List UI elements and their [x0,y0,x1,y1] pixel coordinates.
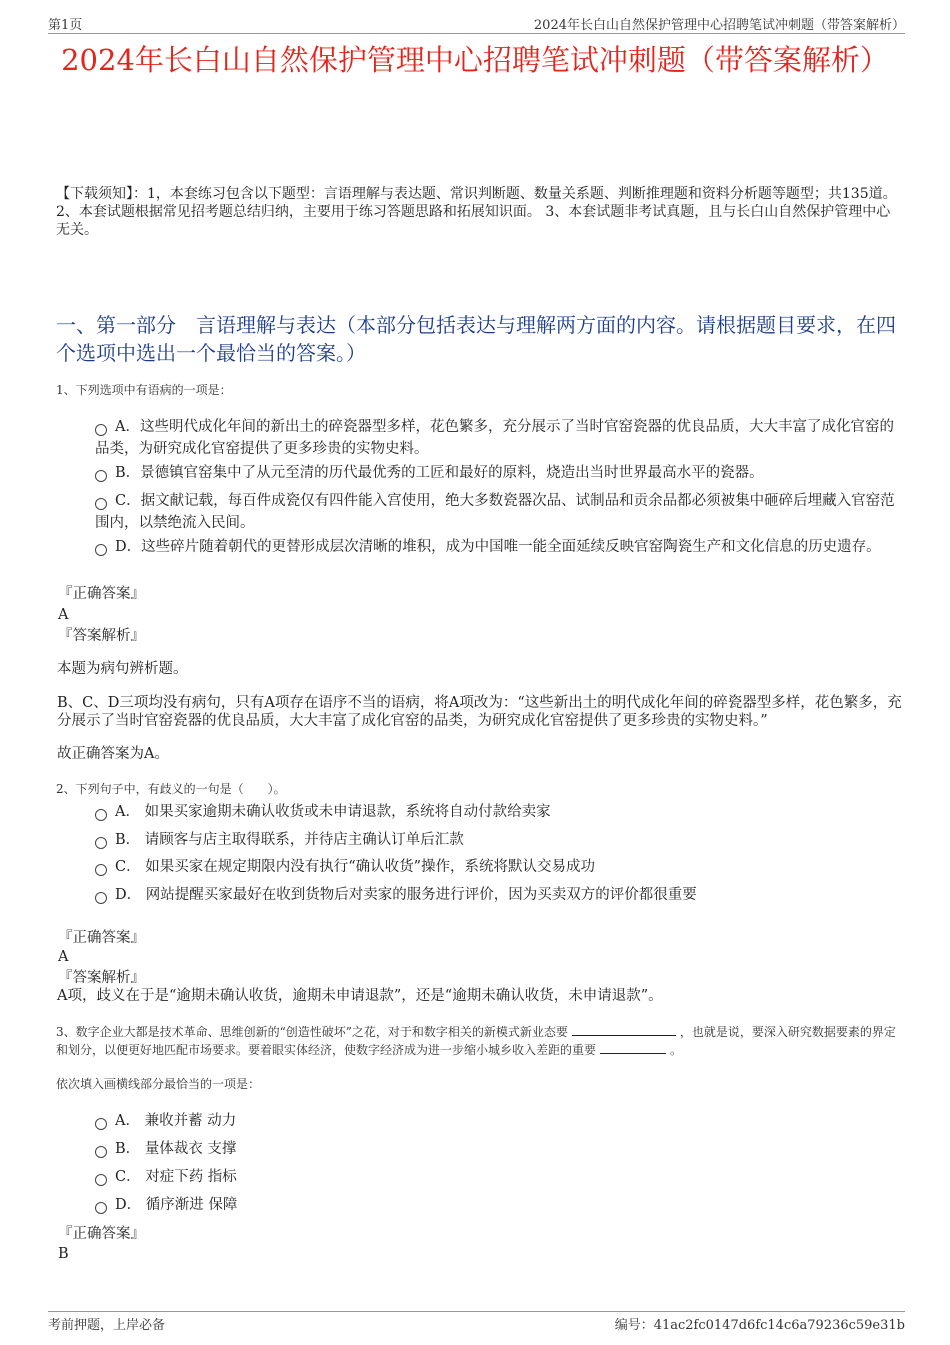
footer-doc-id: 编号：41ac2fc0147d6fc14c6a79236c59e31b [614,1318,905,1333]
question-3-option-c[interactable]: C． 对症下药 指标 [95,1166,900,1188]
fill-blank-1[interactable] [572,1023,676,1036]
header-divider [48,33,905,34]
footer-divider [48,1311,905,1312]
page-title: 2024年长白山自然保护管理中心招聘笔试冲刺题（带答案解析） [61,43,889,77]
fill-blank-2[interactable] [600,1041,666,1054]
question-3-instruction: 依次填入画横线部分最恰当的一项是： [56,1077,261,1091]
question-2-option-a[interactable]: A． 如果买家逾期未确认收货或未申请退款，系统将自动付款给卖家 [95,801,900,823]
page-header [48,14,905,34]
question-2-option-b[interactable]: B． 请顾客与店主取得联系，并待店主确认订单后汇款 [95,829,900,851]
question-2-option-c[interactable]: C． 如果买家在规定期限内没有执行“确认收货”操作，系统将默认交易成功 [95,856,900,878]
radio-icon[interactable] [95,809,107,821]
question-1-analysis-1: 本题为病句辨析题。 [57,661,188,677]
question-2-stem: 2、下列句子中，有歧义的一句是（ ）。 [56,782,286,796]
page-footer [48,1314,905,1334]
question-3-option-b[interactable]: B． 量体裁衣 支撑 [95,1138,900,1160]
question-2-option-d[interactable]: D． 网站提醒买家最好在收到货物后对卖家的服务进行评价，因为买卖双方的评价都很重要 [95,884,900,906]
question-1-option-b[interactable]: B．景德镇官窑集中了从元至清的历代最优秀的工匠和最好的原料，烧造出当时世界最高水平的瓷器。 [95,462,900,484]
radio-icon[interactable] [95,470,107,482]
radio-icon[interactable] [95,1118,107,1130]
radio-icon[interactable] [95,864,107,876]
footer-slogan: 考前押题，上岸必备 [48,1318,166,1333]
question-3-option-a[interactable]: A． 兼收并蓄 动力 [95,1110,900,1132]
question-1-answer: A [58,607,69,623]
radio-icon[interactable] [95,424,107,436]
radio-icon[interactable] [95,1146,107,1158]
header-doc-title: 2024年长白山自然保护管理中心招聘笔试冲刺题（带答案解析） [533,18,905,33]
question-3-option-d[interactable]: D． 循序渐进 保障 [95,1194,900,1216]
page-number: 第1页 [48,18,83,33]
radio-icon[interactable] [95,544,107,556]
question-1-option-d[interactable]: D．这些碎片随着朝代的更替形成层次清晰的堆积，成为中国唯一能全面延续反映官窑陶瓷生产和文化信息的历史遗存。 [95,536,900,558]
correct-answer-label: 『正确答案』 [58,586,145,602]
radio-icon[interactable] [95,498,107,510]
question-1-option-c[interactable]: C．据文献记载，每百件成瓷仅有四件能入宫使用，绝大多数瓷器次品、试制品和贡余品都必须被集中砸碎后埋藏入官窑范围内，以禁绝流入民间。 [95,493,895,531]
analysis-label: 『答案解析』 [58,628,145,644]
question-2-analysis: A项，歧义在于是“逾期未确认收货，逾期未申请退款”，还是“逾期未确认收货，未申请退款”。 [57,988,663,1004]
section-title: 一、第一部分 言语理解与表达（本部分包括表达与理解两方面的内容。请根据题目要求，在四个选项中选出一个最恰当的答案。） [56,313,896,365]
radio-icon[interactable] [95,837,107,849]
correct-answer-label: 『正确答案』 [58,930,145,946]
question-1-stem: 1、下列选项中有语病的一项是： [56,383,232,397]
download-notice: 【下载须知】：1，本套练习包含以下题型：言语理解与表达题、常识判断题、数量关系题、判断推理题和资料分析题等题型；共135道。 2、本套试题根据常见招考题总结归纳，主要用于练习答题思路和拓展知识面。 3、本套试题非考试真题，且与长白山自然保护管理中心无关。 [56,186,897,238]
question-1-option-a[interactable]: A．这些明代成化年间的新出土的碎瓷器型多样，花色繁多，充分展示了当时官窑瓷器的优良品质，大大丰富了成化官窑的品类，为研究成化官窑提供了更多珍贵的实物史料。 [95,419,894,457]
radio-icon[interactable] [95,1174,107,1186]
question-2-answer: A [58,949,69,965]
question-1-analysis-3: 故正确答案为A。 [57,746,169,762]
radio-icon[interactable] [95,892,107,904]
correct-answer-label: 『正确答案』 [58,1226,145,1242]
radio-icon[interactable] [95,1202,107,1214]
question-3-stem: 3、数字企业大都是技术革命、思维创新的“创造性破坏”之花，对于和数字相关的新模式新业态要 ，也就是说，要深入研究数据要素的界定和划分，以便更好地匹配市场要求。要着眼实体经济，使数字经济成为进一步缩小城乡收入差距的重要 。 [56,1025,896,1057]
analysis-label: 『答案解析』 [58,970,145,986]
question-1-analysis-2: B、C、D三项均没有病句，只有A项存在语序不当的语病，将A项改为：“这些新出土的明代成化年间的碎瓷器型多样，花色繁多，充分展示了当时官窑瓷器的优良品质，大大丰富了成化官窑的品类，为研究成化官窑提供了更多珍贵的实物史料。” [57,695,902,729]
question-3-answer: B [58,1246,69,1262]
